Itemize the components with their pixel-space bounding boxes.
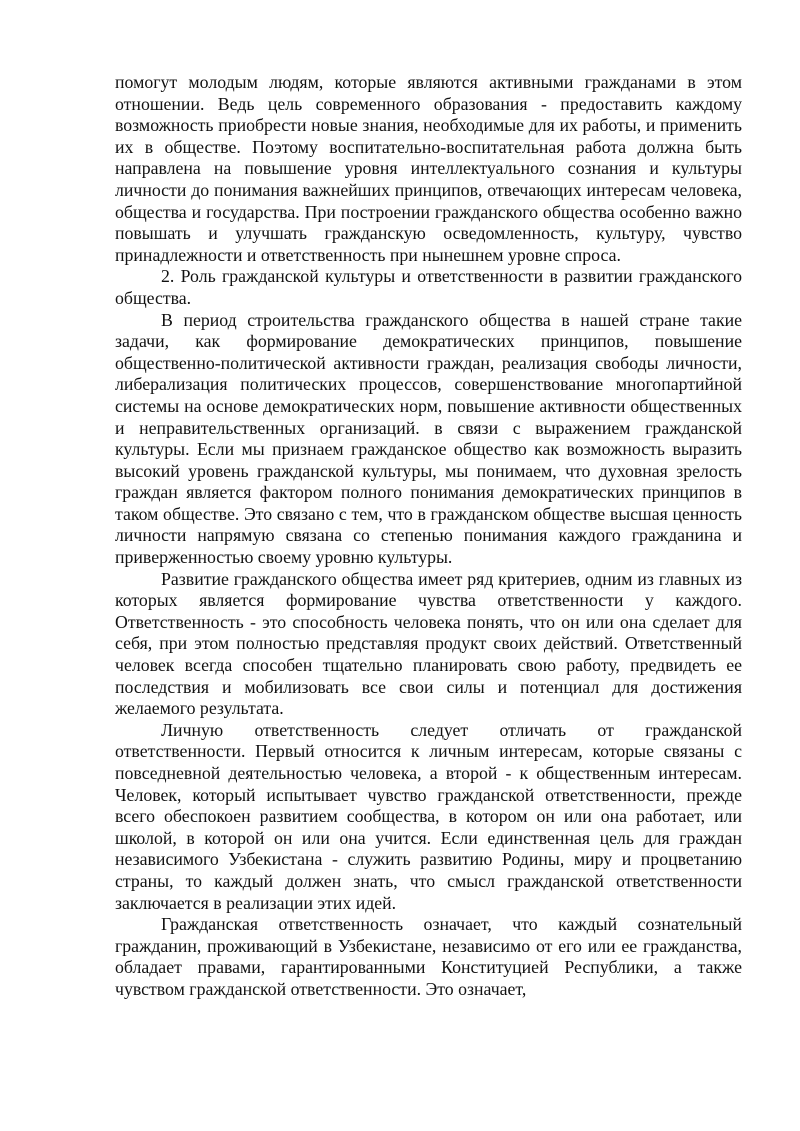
paragraph: Личную ответственность следует отличать от гражданской ответственности. Первый относится к личным интересам, которые связаны с повседневной деятельностью человека, а второй - к общественным интересам. Человек, который испытывает чувство гражданской ответственности, прежде всего обеспокоен развитием сообщества, в котором он или она работает, или школой, в которой он или она учится. Если единственная цель для граждан независимого Узбекистана - служить развитию Родины, миру и процветанию страны, то каждый должен знать, что смысл гражданской ответственности заключается в реализации этих идей. [115, 719, 742, 913]
paragraph: Развитие гражданского общества имеет ряд критериев, одним из главных из которых является формирование чувства ответственности у каждого. Ответственность - это способность человека понять, что он или она сделает для себя, при этом полностью представляя продукт своих действий. Ответственный человек всегда способен тщательно планировать свою работу, предвидеть ее последствия и мобилизовать все свои силы и потенциал для достижения желаемого результата. [115, 568, 742, 719]
paragraph-continuation: помогут молодым людям, которые являются активными гражданами в этом отношении. Ведь цель современного образования - предоставить каждому возможность приобрести новые знания, необходимые для их работы, и применить их в обществе. Поэтому воспитательно-воспитательная работа должна быть направлена на повышение уровня интеллектуального сознания и культуры личности до понимания важнейших принципов, отвечающих интересам человека, общества и государства. При построении гражданского общества особенно важно повышать и улучшать гражданскую осведомленность, культуру, чувство принадлежности и ответственность при нынешнем уровне спроса. [115, 72, 742, 265]
section-heading: 2. Роль гражданской культуры и ответственности в развитии гражданского общества. [115, 266, 742, 308]
paragraph: Гражданская ответственность означает, что каждый сознательный гражданин, проживающий в Узбекистане, независимо от его или ее гражданства, обладает правами, гарантированными Конституцией Республики, а также чувством гражданской ответственности. Это означает, [115, 914, 742, 999]
document-body [115, 72, 742, 1001]
paragraph: В период строительства гражданского общества в нашей стране такие задачи, как формирование демократических принципов, повышение общественно-политической активности граждан, реализация свободы личности, либерализация политических процессов, совершенствование многопартийной системы на основе демократических норм, повышение активности общественных и неправительственных организаций. в связи с выражением гражданской культуры. Если мы признаем гражданское общество как возможность выразить высокий уровень гражданской культуры, мы понимаем, что духовная зрелость граждан является фактором полного понимания демократических принципов в таком обществе. Это связано с тем, что в гражданском обществе высшая ценность личности напрямую связана со степенью понимания каждого гражданина и приверженностью своему уровню культуры. [115, 309, 742, 568]
